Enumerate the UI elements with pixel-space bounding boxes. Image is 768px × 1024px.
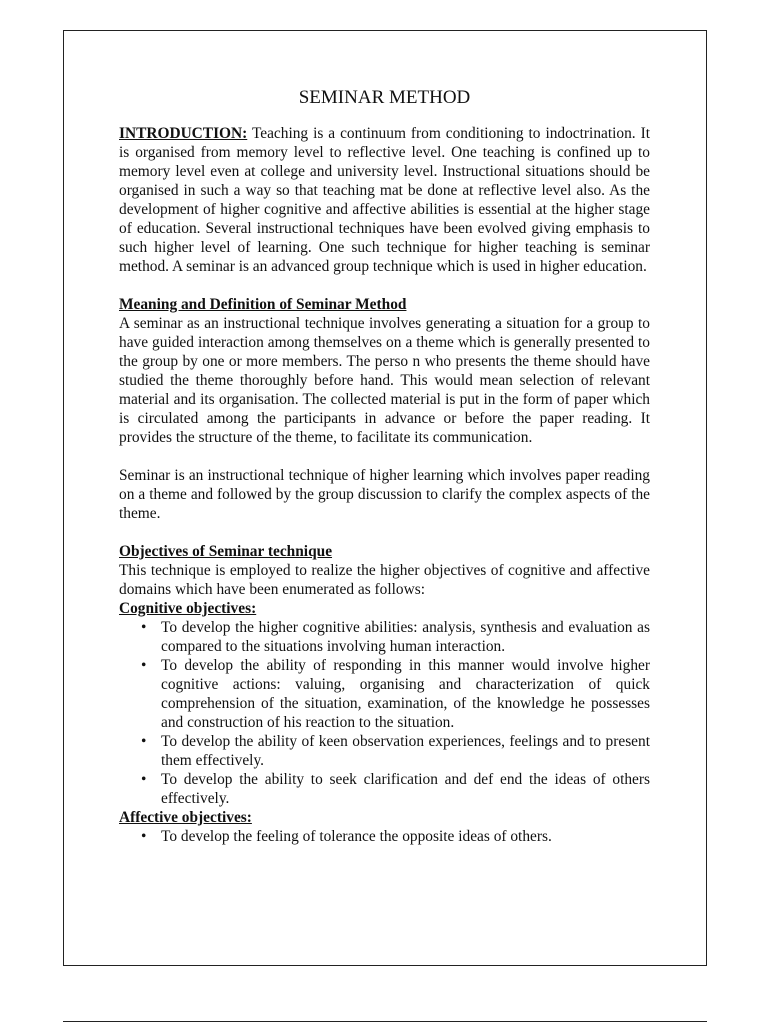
- list-item: • To develop the ability of keen observation experiences, feelings and to present them effectively.: [141, 733, 650, 769]
- bullet-icon: •: [141, 828, 147, 845]
- introduction-paragraph: [119, 124, 650, 276]
- bullet-icon: •: [141, 657, 147, 674]
- spacer: [119, 447, 650, 466]
- spacer: [119, 276, 650, 295]
- bullet-icon: •: [141, 771, 147, 788]
- introduction-text: Teaching is a continuum from conditioning to indoctrination. It is organised from memory level to reflective level. One teaching is confined up to memory level even at college and university level. Instructional situations should be organised in such a way so that teaching mat be done at reflective level also. As the development of higher cognitive and affective abilities is essential at the higher stage of education. Several instructional techniques have been evolved giving emphasis to such higher level of learning. One such technique for higher teaching is seminar method. A seminar is an advanced group technique which is used in higher education.: [119, 125, 650, 275]
- list-item: • To develop the higher cognitive abilities: analysis, synthesis and evaluation as compared to the situations involving human interaction.: [141, 619, 650, 655]
- spacer: [119, 523, 650, 542]
- list-item: • To develop the ability of responding in this manner would involve higher cognitive actions: valuing, organising and characterization of quick comprehension of the situation, examination, of the knowledge he possesses and construction of his reaction to the situation.: [141, 657, 650, 731]
- meaning-paragraph-1: A seminar as an instructional technique involves generating a situation for a group to have guided interaction among themselves on a theme which is generally presented to the group by one or more members. The perso n who presents the theme should have studied the theme thoroughly before hand. This would mean selection of relevant material and its organisation. The collected material is put in the form of paper which is circulated among the participants in advance or before the paper reading. It provides the structure of the theme, to facilitate its communication.: [119, 315, 650, 446]
- meaning-paragraph-2: Seminar is an instructional technique of higher learning which involves paper reading on a theme and followed by the group discussion to clarify the complex aspects of the theme.: [119, 467, 650, 522]
- bullet-icon: •: [141, 733, 147, 750]
- list-item: • To develop the ability to seek clarification and def end the ideas of others effectively.: [141, 771, 650, 807]
- page-title: SEMINAR METHOD: [298, 87, 471, 108]
- objectives-intro: This technique is employed to realize the higher objectives of cognitive and affective domains which have been enumerated as follows:: [119, 562, 650, 598]
- bullet-icon: •: [141, 619, 147, 636]
- affective-objectives-heading: Affective objectives:: [119, 809, 252, 826]
- meaning-heading: Meaning and Definition of Seminar Method: [119, 296, 407, 313]
- introduction-label: INTRODUCTION:: [119, 125, 248, 142]
- affective-objectives-list: [119, 827, 650, 846]
- cognitive-objectives-heading: Cognitive objectives:: [119, 600, 257, 617]
- list-item: • To develop the feeling of tolerance the opposite ideas of others.: [141, 828, 552, 845]
- cognitive-objectives-list: [119, 618, 650, 808]
- document-body: [119, 86, 650, 846]
- objectives-heading: Objectives of Seminar technique: [119, 543, 333, 560]
- next-page-edge: [63, 1021, 707, 1022]
